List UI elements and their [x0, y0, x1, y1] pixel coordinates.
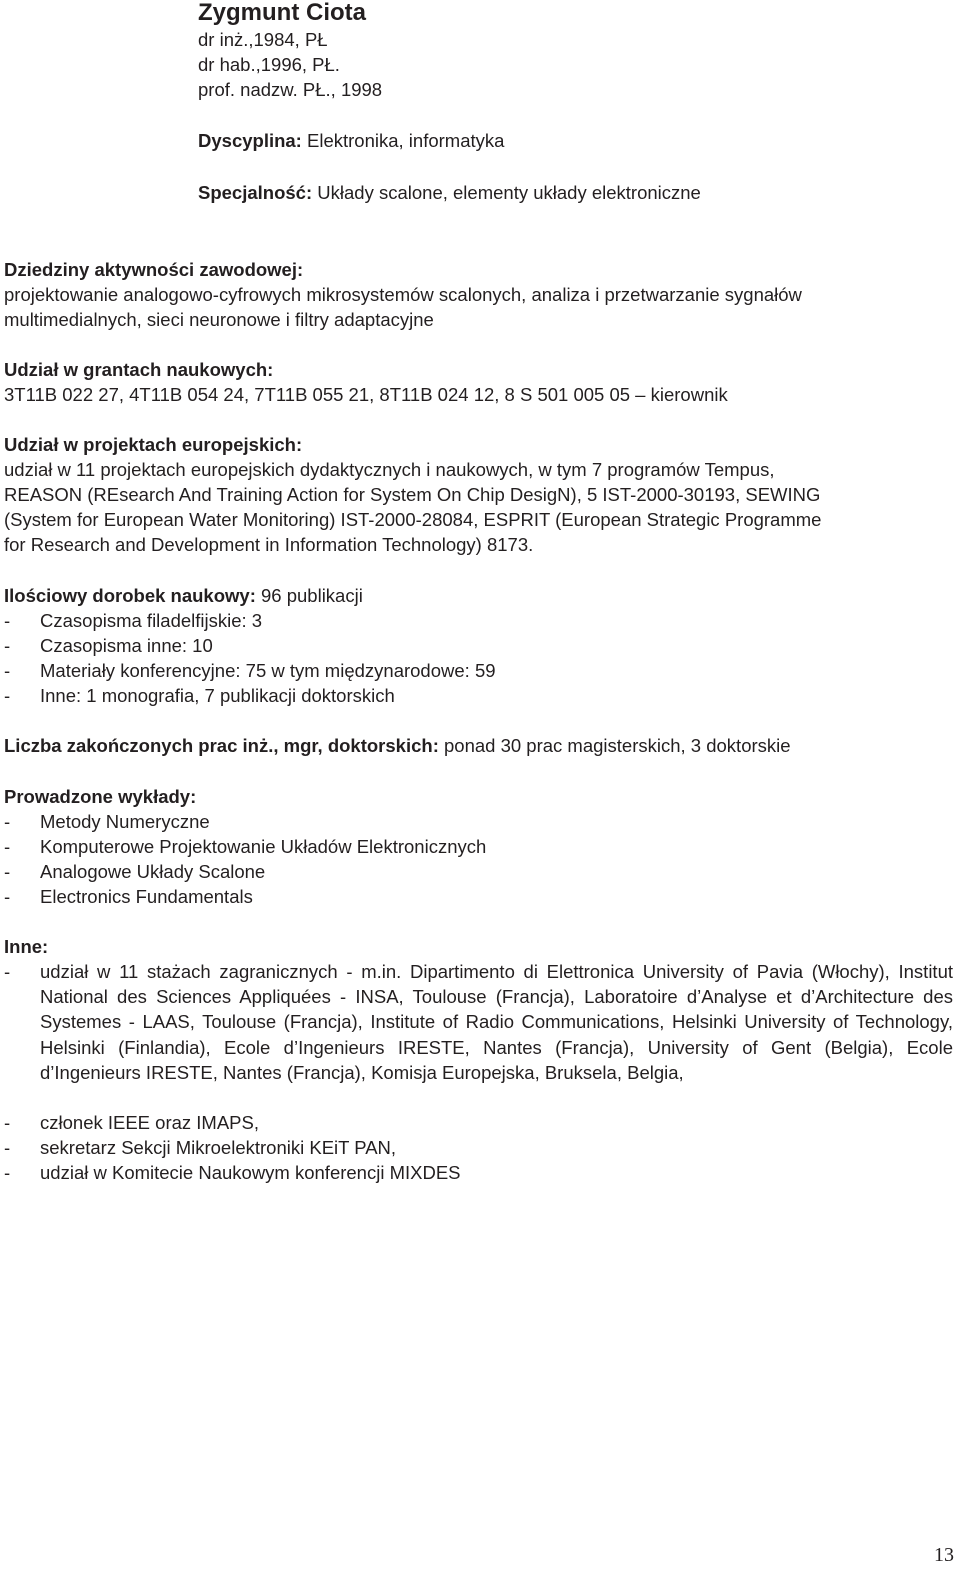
- eu-projects-line: (System for European Water Monitoring) IST-2000-28084, ESPRIT (European Strategic Programme: [4, 509, 822, 530]
- other-item: sekretarz Sekcji Mikroelektroniki KEiT PAN,: [40, 1137, 397, 1158]
- dash-bullet: -: [4, 886, 11, 907]
- output-item: Materiały konferencyjne: 75 w tym międzynarodowe: 59: [40, 660, 496, 681]
- specialty-label: Specjalność:: [198, 182, 313, 203]
- eu-projects-line: udział w 11 projektach europejskich dydaktycznych i naukowych, w tym 7 programów Tempus,: [4, 459, 775, 480]
- output-label: Ilościowy dorobek naukowy:: [4, 585, 256, 606]
- specialty-line: [198, 180, 701, 205]
- dash-bullet: -: [4, 836, 11, 857]
- output-heading: [4, 583, 363, 608]
- theses-value: ponad 30 prac magisterskich, 3 doktorskie: [444, 735, 791, 756]
- page-number: 13: [934, 1544, 954, 1566]
- activity-line: multimedialnych, sieci neuronowe i filtry adaptacyjne: [4, 309, 434, 330]
- grants-heading: Udział w grantach naukowych:: [4, 359, 274, 380]
- lecture-item: Metody Numeryczne: [40, 811, 210, 832]
- activity-line: projektowanie analogowo-cyfrowych mikrosystemów scalonych, analiza i przetwarzanie sygnałów: [4, 284, 802, 305]
- discipline-value: Elektronika, informatyka: [307, 130, 505, 151]
- eu-projects-heading: Udział w projektach europejskich:: [4, 434, 303, 455]
- dash-bullet: -: [4, 1112, 11, 1133]
- dash-bullet: -: [4, 961, 11, 982]
- dash-bullet: -: [4, 1162, 11, 1183]
- dash-bullet: -: [4, 811, 11, 832]
- lecture-item: Electronics Fundamentals: [40, 886, 253, 907]
- output-item: Czasopisma filadelfijskie: 3: [40, 610, 263, 631]
- dash-bullet: -: [4, 610, 11, 631]
- degree-line: dr inż.,1984, PŁ: [198, 29, 328, 50]
- dash-bullet: -: [4, 685, 11, 706]
- lectures-heading: Prowadzone wykłady:: [4, 786, 197, 807]
- output-item: Inne: 1 monografia, 7 publikacji doktorskich: [40, 685, 395, 706]
- other-item: członek IEEE oraz IMAPS,: [40, 1112, 260, 1133]
- dash-bullet: -: [4, 635, 11, 656]
- theses-line: [4, 733, 791, 758]
- person-name: Zygmunt Ciota: [198, 0, 366, 26]
- other-item: udział w 11 stażach zagranicznych - m.in. Dipartimento di Elettronica University of Pavia (Włochy), Institut National des Sciences Appliquées - INSA, Toulouse (Francja), Laboratoire d’Analyse et d’Architecture des Systemes - LAAS, Toulouse (Francja), Institute of Radio Communications, Helsinki University of Technology, Helsinki (Finlandia), Ecole d’Ingenieurs IRESTE, Nantes (Francja), University of Gent (Belgia), Ecole d’Ingenieurs IRESTE, Nantes (Francja), Komisja Europejska, Bruksela, Belgia,: [40, 961, 953, 1083]
- output-value: 96 publikacji: [261, 585, 363, 606]
- dash-bullet: -: [4, 1137, 11, 1158]
- lecture-item: Komputerowe Projektowanie Układów Elektronicznych: [40, 836, 487, 857]
- discipline-line: [198, 128, 504, 153]
- other-item: udział w Komitecie Naukowym konferencji MIXDES: [40, 1162, 461, 1183]
- specialty-value: Układy scalone, elementy układy elektroniczne: [317, 182, 701, 203]
- lecture-item: Analogowe Układy Scalone: [40, 861, 266, 882]
- activity-heading: Dziedziny aktywności zawodowej:: [4, 259, 304, 280]
- discipline-label: Dyscyplina:: [198, 130, 302, 151]
- eu-projects-line: REASON (REsearch And Training Action for System On Chip DesigN), 5 IST-2000-30193, SEWING: [4, 484, 821, 505]
- theses-label: Liczba zakończonych prac inż., mgr, doktorskich:: [4, 735, 439, 756]
- output-item: Czasopisma inne: 10: [40, 635, 213, 656]
- dash-bullet: -: [4, 660, 11, 681]
- other-heading: Inne:: [4, 936, 49, 957]
- dash-bullet: -: [4, 861, 11, 882]
- eu-projects-line: for Research and Development in Information Technology) 8173.: [4, 534, 534, 555]
- degree-line: prof. nadzw. PŁ., 1998: [198, 79, 383, 100]
- grants-text: 3T11B 022 27, 4T11B 054 24, 7T11B 055 21, 8T11B 024 12, 8 S 501 005 05 – kierownik: [4, 384, 728, 405]
- degree-line: dr hab.,1996, PŁ.: [198, 54, 340, 75]
